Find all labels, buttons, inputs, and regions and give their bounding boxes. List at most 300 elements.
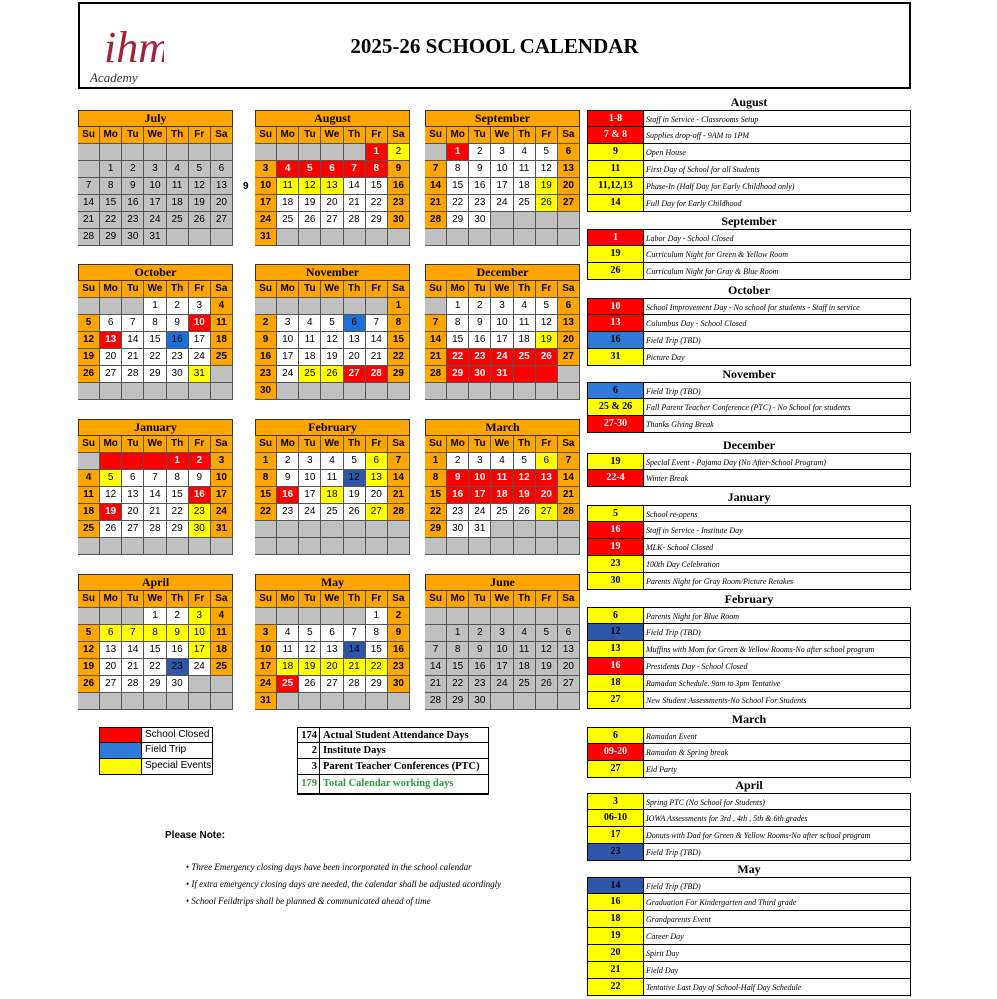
day-cell: 16 <box>388 178 410 195</box>
day-cell: 13 <box>100 332 122 349</box>
day-cell: 25 <box>491 504 513 521</box>
day-cell: 31 <box>255 229 277 246</box>
day-cell <box>122 383 144 400</box>
day-cell: 29 <box>366 676 388 693</box>
day-cell: 23 <box>388 659 410 676</box>
day-cell: 12 <box>78 332 100 349</box>
day-cell: 13 <box>211 178 233 195</box>
day-cell: 30 <box>122 229 144 246</box>
count-label: Institute Days <box>323 745 386 756</box>
day-cell: 14 <box>558 470 580 487</box>
day-cell: 19 <box>514 487 536 504</box>
day-cell: 21 <box>388 487 410 504</box>
day-cell: 7 <box>425 642 447 659</box>
day-cell <box>78 608 100 625</box>
day-cell: 11 <box>277 642 299 659</box>
day-cell: 14 <box>122 332 144 349</box>
day-cell: 26 <box>321 366 343 383</box>
count-row <box>297 759 489 775</box>
weekday-header: Tu <box>299 591 321 608</box>
event-row <box>587 556 911 573</box>
weekday-header: Fr <box>366 436 388 453</box>
day-cell <box>321 229 343 246</box>
day-cell: 15 <box>447 659 469 676</box>
day-cell <box>447 538 469 555</box>
day-cell: 14 <box>388 470 410 487</box>
event-date: 14 <box>588 878 644 893</box>
day-cell: 7 <box>558 453 580 470</box>
day-cell: 29 <box>388 366 410 383</box>
event-date: 31 <box>588 349 644 365</box>
event-date: 9 <box>588 144 644 160</box>
day-cell: 1 <box>447 625 469 642</box>
month-title: April <box>78 574 233 591</box>
event-date: 6 <box>588 728 644 743</box>
day-cell: 14 <box>144 487 166 504</box>
day-cell: 27 <box>558 349 580 366</box>
weekday-header: Th <box>344 127 366 144</box>
weekday-header: Th <box>514 436 536 453</box>
day-cell: 17 <box>189 642 211 659</box>
event-row <box>587 641 911 658</box>
event-date: 23 <box>588 556 644 572</box>
day-cell: 16 <box>388 642 410 659</box>
event-description: Ramadan Schedule. 9am to 3pm Tentative <box>646 679 781 688</box>
day-cell: 30 <box>388 212 410 229</box>
day-cell <box>491 212 513 229</box>
day-cell: 20 <box>536 487 558 504</box>
month-title: March <box>425 419 580 436</box>
weekday-header: Mo <box>100 436 122 453</box>
day-cell: 30 <box>167 366 189 383</box>
event-row <box>587 416 911 433</box>
day-cell <box>78 383 100 400</box>
day-cell: 2 <box>469 298 491 315</box>
day-cell: 19 <box>344 487 366 504</box>
day-cell: 16 <box>255 349 277 366</box>
day-cell: 29 <box>425 521 447 538</box>
day-cell: 27 <box>321 212 343 229</box>
day-cell: 26 <box>344 504 366 521</box>
day-cell: 2 <box>167 298 189 315</box>
weekday-header: Fr <box>366 127 388 144</box>
day-cell <box>447 608 469 625</box>
day-cell: 23 <box>255 366 277 383</box>
day-cell: 6 <box>321 625 343 642</box>
events-month-heading: May <box>737 862 761 876</box>
day-cell <box>255 521 277 538</box>
weekday-header: Sa <box>388 281 410 298</box>
day-cell <box>189 383 211 400</box>
legend-swatch-special <box>100 759 142 774</box>
event-row <box>587 246 911 263</box>
day-cell: 2 <box>277 453 299 470</box>
day-cell <box>189 538 211 555</box>
day-cell: 30 <box>447 521 469 538</box>
day-cell: 18 <box>299 349 321 366</box>
day-cell: 9 <box>167 625 189 642</box>
day-cell <box>100 298 122 315</box>
weekday-header: Fr <box>536 591 558 608</box>
day-cell <box>536 608 558 625</box>
day-cell: 28 <box>425 693 447 710</box>
day-cell: 3 <box>189 298 211 315</box>
day-cell: 15 <box>425 487 447 504</box>
day-cell: 3 <box>144 161 166 178</box>
day-cell: 25 <box>514 349 536 366</box>
day-cell <box>100 693 122 710</box>
day-cell: 19 <box>78 659 100 676</box>
day-cell <box>211 693 233 710</box>
day-cell: 9 <box>469 161 491 178</box>
day-cell: 2 <box>388 608 410 625</box>
event-description: Supplies drop-off - 9AM to 1PM <box>646 131 750 140</box>
event-date: 10 <box>588 299 644 314</box>
day-cell: 1 <box>366 608 388 625</box>
events-month-heading: February <box>724 592 774 606</box>
day-cell: 14 <box>344 178 366 195</box>
day-cell <box>122 538 144 555</box>
day-cell: 12 <box>299 178 321 195</box>
day-cell: 28 <box>366 366 388 383</box>
event-date: 7 & 8 <box>588 127 644 143</box>
day-cell <box>536 212 558 229</box>
weekday-header: Th <box>344 591 366 608</box>
event-date: 1 <box>588 230 644 245</box>
day-cell: 4 <box>277 625 299 642</box>
day-cell: 3 <box>491 144 513 161</box>
day-cell: 5 <box>299 161 321 178</box>
day-cell: 5 <box>536 298 558 315</box>
day-cell: 5 <box>78 315 100 332</box>
weekday-header: Tu <box>299 127 321 144</box>
day-cell <box>255 608 277 625</box>
event-description: Field Trip (TBD) <box>646 387 701 396</box>
day-cell: 6 <box>558 144 580 161</box>
day-cell: 14 <box>425 659 447 676</box>
event-date: 19 <box>588 928 644 944</box>
day-cell: 15 <box>255 487 277 504</box>
day-cell: 31 <box>189 366 211 383</box>
day-cell: 6 <box>558 298 580 315</box>
weekday-header: Mo <box>277 436 299 453</box>
day-cell: 8 <box>144 625 166 642</box>
event-description: Grandparents Event <box>646 915 711 924</box>
day-cell: 24 <box>277 366 299 383</box>
event-description: Curriculum Night for Green & Yellow Room <box>646 250 789 259</box>
day-cell <box>321 608 343 625</box>
day-cell <box>211 383 233 400</box>
day-cell: 25 <box>167 212 189 229</box>
event-date: 22 <box>588 979 644 995</box>
month-title: February <box>255 419 410 436</box>
day-cell: 12 <box>321 332 343 349</box>
event-date: 16 <box>588 658 644 674</box>
day-cell: 3 <box>255 625 277 642</box>
weekday-header: Fr <box>366 591 388 608</box>
day-cell: 3 <box>299 453 321 470</box>
day-cell: 10 <box>189 315 211 332</box>
day-cell: 7 <box>122 315 144 332</box>
day-cell: 10 <box>211 470 233 487</box>
month-march <box>425 419 580 555</box>
day-cell: 21 <box>425 676 447 693</box>
day-cell <box>344 538 366 555</box>
day-cell: 12 <box>536 161 558 178</box>
event-description: New Student Assessments-No School For Students <box>646 696 807 705</box>
event-row <box>587 263 911 280</box>
weekday-header: Tu <box>122 281 144 298</box>
day-cell: 16 <box>469 659 491 676</box>
event-date: 6 <box>588 383 644 398</box>
day-cell: 28 <box>144 521 166 538</box>
day-cell: 25 <box>78 521 100 538</box>
weekday-header: Sa <box>388 436 410 453</box>
day-cell: 17 <box>469 487 491 504</box>
day-cell <box>211 366 233 383</box>
month-may <box>255 574 410 710</box>
day-cell: 30 <box>167 676 189 693</box>
event-description: IOWA Assessments for 3rd , 4th , 5th & 6th grades <box>646 814 808 823</box>
day-cell <box>388 538 410 555</box>
day-cell <box>425 298 447 315</box>
day-cell <box>536 693 558 710</box>
day-cell: 19 <box>536 659 558 676</box>
weekday-header: Th <box>344 281 366 298</box>
day-cell: 14 <box>366 332 388 349</box>
day-cell: 26 <box>189 212 211 229</box>
day-cell: 30 <box>469 693 491 710</box>
event-description: Eid Party <box>646 765 677 774</box>
event-date: 16 <box>588 894 644 910</box>
weekday-header: Th <box>514 127 536 144</box>
month-title: August <box>255 110 410 127</box>
legend-swatch-closed <box>100 728 142 742</box>
day-cell: 29 <box>100 229 122 246</box>
day-cell: 19 <box>299 659 321 676</box>
weekday-header: Tu <box>122 127 144 144</box>
day-cell: 20 <box>321 195 343 212</box>
day-cell <box>514 521 536 538</box>
day-cell: 3 <box>491 298 513 315</box>
day-cell <box>78 161 100 178</box>
event-description: Parents Night for Gray Room/Picture Retakes <box>646 577 794 586</box>
weekday-header: Su <box>255 281 277 298</box>
day-cell: 22 <box>366 659 388 676</box>
event-description: Field Trip (TBD) <box>646 882 701 891</box>
day-cell: 25 <box>211 349 233 366</box>
day-counts-table <box>297 727 489 795</box>
day-cell <box>344 521 366 538</box>
day-cell <box>189 693 211 710</box>
day-cell: 13 <box>536 470 558 487</box>
day-cell: 21 <box>366 349 388 366</box>
day-cell: 30 <box>469 212 491 229</box>
day-cell <box>299 298 321 315</box>
day-cell: 22 <box>144 659 166 676</box>
event-description: Presidents Day - School Closed <box>646 662 748 671</box>
day-cell <box>277 538 299 555</box>
month-january <box>78 419 233 555</box>
weekday-header: Sa <box>558 281 580 298</box>
day-cell: 11 <box>78 487 100 504</box>
weekday-header: We <box>321 127 343 144</box>
day-cell: 3 <box>469 453 491 470</box>
day-cell <box>558 366 580 383</box>
event-description: Staff in Service - Institute Day <box>646 526 743 535</box>
day-cell: 7 <box>425 315 447 332</box>
day-cell: 22 <box>447 349 469 366</box>
weekday-header: Sa <box>558 436 580 453</box>
events-month-heading: March <box>731 712 767 726</box>
event-row <box>587 827 911 844</box>
legend-item <box>99 743 213 759</box>
weekday-header: Su <box>78 591 100 608</box>
day-cell: 3 <box>277 315 299 332</box>
notes-heading: Please Note: <box>165 830 226 841</box>
event-description: Open House <box>646 148 686 157</box>
event-row <box>587 727 911 744</box>
day-cell: 22 <box>425 504 447 521</box>
day-cell <box>189 229 211 246</box>
day-cell: 24 <box>491 349 513 366</box>
event-row <box>587 894 911 911</box>
event-row <box>587 962 911 979</box>
weekday-header: Tu <box>122 436 144 453</box>
day-cell: 30 <box>469 366 491 383</box>
day-cell: 20 <box>321 659 343 676</box>
day-cell: 28 <box>344 676 366 693</box>
day-cell: 11 <box>211 625 233 642</box>
event-date: 23 <box>588 844 644 860</box>
day-cell: 18 <box>167 195 189 212</box>
month-title: October <box>78 264 233 281</box>
day-cell: 4 <box>211 298 233 315</box>
legend-item <box>99 727 213 743</box>
day-cell: 6 <box>366 453 388 470</box>
event-date: 11,12,13 <box>588 178 644 194</box>
event-row <box>587 178 911 195</box>
day-cell: 27 <box>211 212 233 229</box>
day-cell <box>144 693 166 710</box>
day-cell: 22 <box>100 212 122 229</box>
day-cell <box>277 383 299 400</box>
day-cell: 13 <box>122 487 144 504</box>
day-cell: 9 <box>167 315 189 332</box>
day-cell: 12 <box>100 487 122 504</box>
day-cell <box>321 298 343 315</box>
day-cell <box>425 383 447 400</box>
day-cell: 8 <box>144 315 166 332</box>
event-description: Parents Night for Blue Room <box>646 612 740 621</box>
day-cell: 23 <box>469 676 491 693</box>
day-cell: 24 <box>255 676 277 693</box>
day-cell: 12 <box>536 315 558 332</box>
weekday-header: Su <box>425 281 447 298</box>
day-cell: 22 <box>167 504 189 521</box>
event-row <box>587 144 911 161</box>
day-cell: 3 <box>189 608 211 625</box>
day-cell: 31 <box>491 366 513 383</box>
day-cell: 12 <box>514 470 536 487</box>
day-cell: 22 <box>144 349 166 366</box>
event-description: Field Trip (TBD) <box>646 336 701 345</box>
day-cell: 10 <box>469 470 491 487</box>
day-cell: 23 <box>469 195 491 212</box>
day-cell: 3 <box>255 161 277 178</box>
event-description: Tentative Last Day of School-Half Day Schedule <box>646 983 802 992</box>
day-cell: 29 <box>366 212 388 229</box>
day-cell: 1 <box>144 298 166 315</box>
event-date: 3 <box>588 794 644 809</box>
day-cell: 6 <box>122 470 144 487</box>
weekday-header: Fr <box>536 436 558 453</box>
event-description: Field Trip (TBD) <box>646 628 701 637</box>
event-date: 27 <box>588 692 644 708</box>
day-cell: 24 <box>189 659 211 676</box>
event-description: Special Event - Pajama Day (No After-School Program) <box>646 458 827 467</box>
day-cell: 20 <box>211 195 233 212</box>
day-cell <box>558 693 580 710</box>
day-cell <box>144 538 166 555</box>
day-cell: 24 <box>255 212 277 229</box>
weekday-header: Mo <box>447 436 469 453</box>
day-cell: 2 <box>189 453 211 470</box>
month-title: September <box>425 110 580 127</box>
day-cell <box>366 538 388 555</box>
day-cell: 19 <box>536 178 558 195</box>
weekday-header: Mo <box>447 591 469 608</box>
day-cell: 15 <box>447 178 469 195</box>
event-row <box>587 877 911 894</box>
day-cell <box>366 693 388 710</box>
day-cell <box>469 608 491 625</box>
day-cell: 9 <box>255 332 277 349</box>
day-cell: 6 <box>321 161 343 178</box>
svg-text:Academy: Academy <box>90 70 138 84</box>
day-cell: 12 <box>536 642 558 659</box>
day-cell: 23 <box>469 349 491 366</box>
day-cell: 14 <box>78 195 100 212</box>
day-cell: 19 <box>100 504 122 521</box>
event-date: 17 <box>588 827 644 843</box>
day-cell: 20 <box>100 349 122 366</box>
weekday-header: Su <box>78 436 100 453</box>
day-cell <box>536 383 558 400</box>
day-cell: 25 <box>299 366 321 383</box>
day-cell <box>491 383 513 400</box>
day-cell: 10 <box>277 332 299 349</box>
day-cell: 29 <box>447 693 469 710</box>
day-cell <box>344 383 366 400</box>
day-cell: 28 <box>344 212 366 229</box>
day-cell <box>491 608 513 625</box>
event-row <box>587 349 911 366</box>
event-description: School Improvement Day - No school for students - Staff in service <box>646 303 860 312</box>
day-cell: 13 <box>321 178 343 195</box>
day-cell: 26 <box>536 676 558 693</box>
event-date: 5 <box>588 506 644 521</box>
day-cell: 19 <box>189 195 211 212</box>
month-title: November <box>255 264 410 281</box>
event-date: 27 <box>588 761 644 777</box>
event-date: 26 <box>588 263 644 279</box>
event-date: 14 <box>588 195 644 211</box>
day-cell: 16 <box>122 195 144 212</box>
day-cell: 16 <box>469 178 491 195</box>
day-cell: 12 <box>299 642 321 659</box>
weekday-header: Sa <box>558 591 580 608</box>
